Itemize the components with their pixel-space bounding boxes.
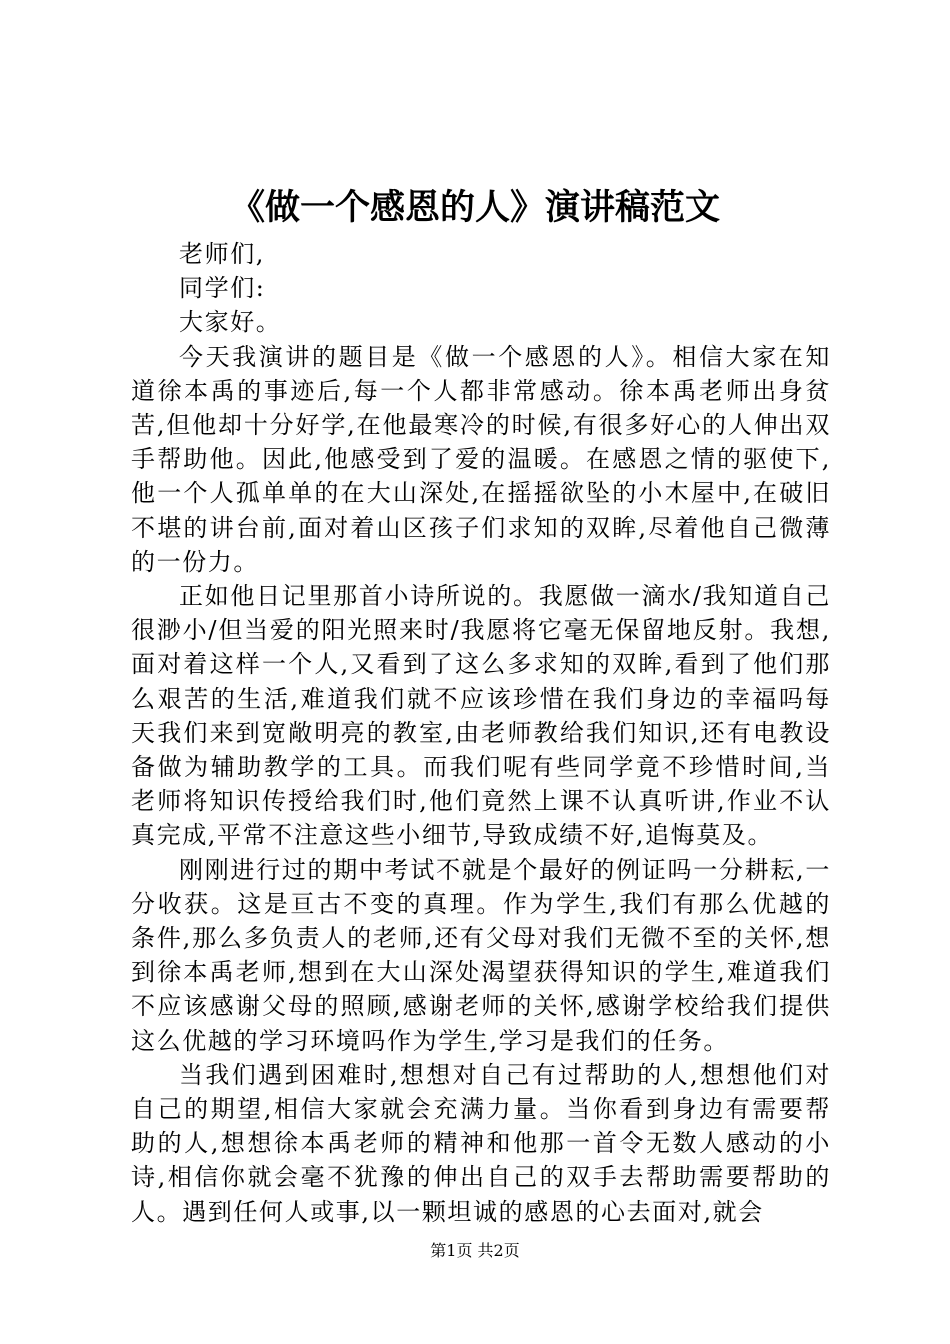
paragraph: 正如他日记里那首小诗所说的。我愿做一滴水/我知道自己很渺小/但当爱的阳光照来时/我愿将它毫无保留地反射。我想,面对着这样一个人,又看到了这么多求知的双眸,看到了他们那么艰苦的生活,难道我们就不应该珍惜在我们身边的幸福吗每天我们来到宽敞明亮的教室,由老师教给我们知识,还有电教设备做为辅助教学的工具。而我们呢有些同学竟不珍惜时间,当老师将知识传授给我们时,他们竟然上课不认真听讲,作业不认真完成,平常不注意这些小细节,导致成绩不好,追悔莫及。 — [131, 582, 831, 850]
paragraph: 刚刚进行过的期中考试不就是个最好的例证吗一分耕耘,一分收获。这是亘古不变的真理。作为学生,我们有那么优越的条件,那么多负责人的老师,还有父母对我们无微不至的关怀,想到徐本禹老师,想到在大山深处渴望获得知识的学生,难道我们不应该感谢父母的照顾,感谢老师的关怀,感谢学校给我们提供这么优越的学习环境吗作为学生,学习是我们的任务。 — [131, 855, 831, 1055]
paragraph: 今天我演讲的题目是《做一个感恩的人》。相信大家在知道徐本禹的事迹后,每一个人都非常感动。徐本禹老师出身贫苦,但他却十分好学,在他最寒冷的时候,有很多好心的人伸出双手帮助他。因此,他感受到了爱的温暖。在感恩之情的驱使下,他一个人孤单单的在大山深处,在摇摇欲坠的小木屋中,在破旧不堪的讲台前,面对着山区孩子们求知的双眸,尽着他自己微薄的一份力。 — [131, 342, 831, 576]
salutation-teachers: 老师们, — [179, 240, 266, 268]
page-footer: 第1页 共2页 — [430, 1241, 520, 1260]
document-body — [131, 237, 831, 1229]
greeting: 大家好。 — [179, 308, 282, 337]
paragraph: 当我们遇到困难时,想想对自己有过帮助的人,想想他们对自己的期望,相信大家就会充满力量。当你看到身边有需要帮助的人,想想徐本禹老师的精神和他那一首令无数人感动的小诗,相信你就会毫不犹豫的伸出自己的双手去帮助需要帮助的人。遇到任何人或事,以一颗坦诚的感恩的心去面对,就会 — [131, 1060, 831, 1226]
document-title: 《做一个感恩的人》演讲稿范文 — [229, 187, 720, 228]
salutation-students: 同学们: — [179, 274, 266, 303]
